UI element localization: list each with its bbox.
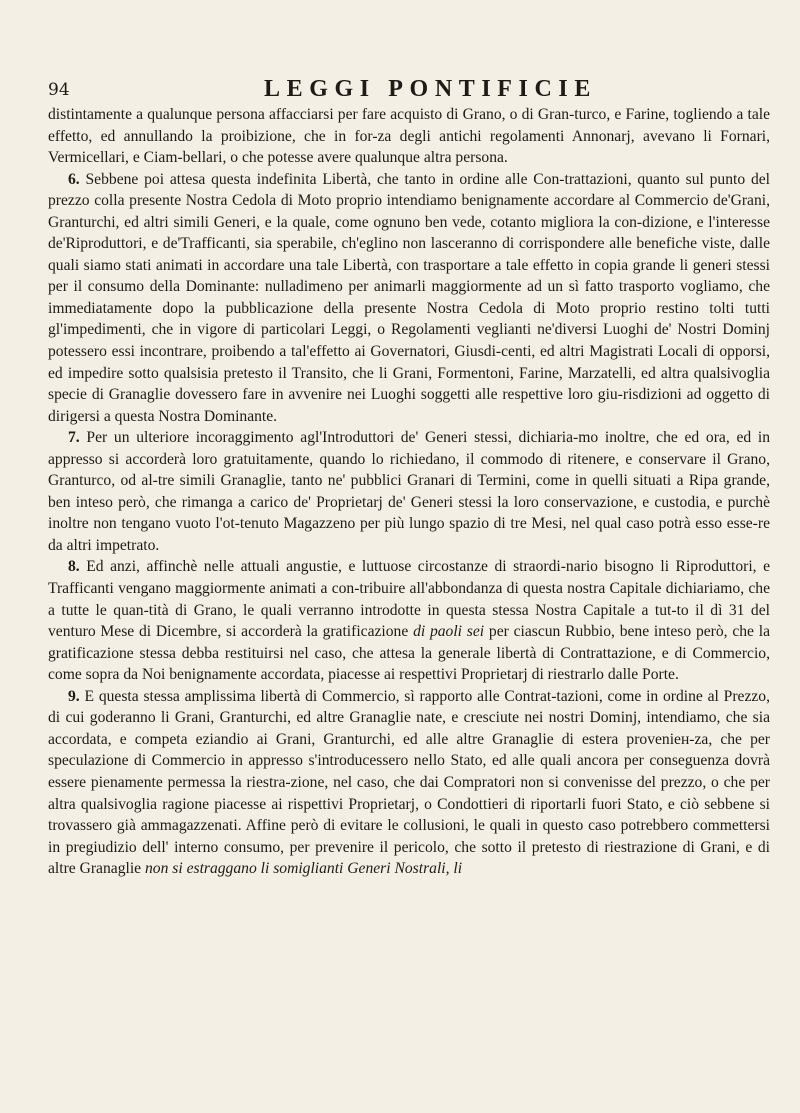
paragraph-7: [48, 427, 770, 556]
paragraph-text: Sebbene poi attesa questa indefinita Libertà, che tanto in ordine alle Con-trattazioni, quanto sul punto del prezzo colla presente Nostra Cedola di Moto proprio intendiamo benignamente accordare al Commercio de'Grani, Granturchi, ed altri simili Generi, e la quale, come ognuno ben vede, cotanto migliora la con-dizione, e l'interesse de'Riproduttori, e de'Trafficanti, sia sperabile, ch'eglino non lasceranno di corrispondere alle benefiche viste, dalle quali siamo stati animati in accordare una tale Libertà, con trasportare a tale effetto in copia grande li generi stessi per il consumo della Dominante: nulladimeno per animarli maggiormente ad un sì fatto trasporto vogliamo, che immediatamente dopo la pubblicazione della presente Nostra Cedola di Moto proprio restino tolti tutti gl'impedimenti, che in vigore di particolari Leggi, o Regolamenti veglianti ne'diversi Luoghi de' Nostri Dominj potessero essi incontrare, proibendo a tal'effetto ai Governatori, Giusdi-centi, ed altri Magistrati Locali di opporsi, ed impedire sotto qualsisia pretesto il Transito, che li Grani, Formentoni, Farine, Marzatelli, ed altra qualsivoglia specie di Granaglie dovessero fare in avvenire nei Luoghi soggetti alle respettive loro giu-risdizioni ad oggetto di dirigersi a questa Nostra Dominante.: [48, 170, 770, 425]
section-number: 6.: [68, 170, 80, 188]
running-title: LEGGI PONTIFICIE: [264, 76, 597, 102]
paragraph-text: E questa stessa amplissima libertà di Commercio, sì rapporto alle Contrat-tazioni, come in ordine al Prezzo, di cui goderanno li Grani, Granturchi, ed altre Granaglie nate, e cresciute nei nostri Dominj, intendiamo, che sia accordata, e competa eziandio ai Grani, Granturchi, ed alle altre Granaglie di estera proveniен-za, che per speculazione di Commercio in appresso s'introducessero nello Stato, ed alle quali ancora per conseguenza dovrà essere pienamente permessa la riestra-zione, nel caso, che dai Compratori non si convenisse del prezzo, o che per altra qualsivoglia ragione piacesse ai rispettivi Proprietarj, o Condottieri di riportarli fuori Stato, e ciò sebbene si trovassero già ammagazzenati. Affine però di evitare le collusioni, le quali in questo caso potrebbero commettersi in pregiudizio dell' interno consumo, per prevenire il pericolo, che sotto il pretesto di riestrazione di Grani, e di altre Granaglie: [48, 687, 770, 878]
paragraph-text: Per un ulteriore incoraggimento agl'Introduttori de' Generi stessi, dichiaria-mo inoltre, che ed ora, ed in appresso si accorderà loro gratuitamente, quando lo richiedano, il commodo di ritenere, e conservare il Grano, Granturco, od al-tre simili Granaglie, tanto ne' pubblici Granari di Termini, come in quelli situati a Ripa grande, ben inteso però, che rimanga a carico de' Proprietarj de' Generi stessi la loro conservazione, e custodia, e purchè inoltre non tengano vuoto l'ot-tenuto Magazzeno per più lungo spazio di tre Mesi, nel qual caso potrà esso esse-re da altri impetrato.: [48, 429, 770, 554]
paragraph-9: [48, 686, 770, 880]
paragraph-8: [48, 556, 770, 685]
page-number: 94: [48, 80, 70, 100]
italic-phrase: di paoli sei: [413, 623, 485, 641]
section-number: 9.: [68, 687, 80, 705]
italic-phrase: non si estraggano li somiglianti Generi Nostrali, li: [144, 860, 463, 878]
paragraph-text: Ed anzi, affinchè nelle attuali angustie, e luttuose circostanze di straordi-nario bisogno li Riproduttori, e Trafficanti vengano maggiormente animati a con-tribuire all'abbondanza di questa nostra Capitale dichiariamo, che a tutte le quan-tità di Grano, le quali verranno introdotte in questa stessa Nostra Capitale a tut-to il dì 31 del venturo Mese di Dicembre, si accorderà la gratificazione: [48, 558, 770, 641]
paragraph-text: distintamente a qualunque persona affacciarsi per fare acquisto di Grano, o di Gran-turco, e Farine, togliendo a tale effetto, ed annullando la proibizione, che in for-za degli antichi regolamenti Annonarj, avevano li Fornari, Vermicellari, e Ciam-bellari, o che potesse avere qualunque altra persona.: [48, 106, 770, 167]
paragraph-text-after: per ciascun Rubbio, bene inteso però, che la gratificazione stessa debba restituirsi nel caso, che attesa la generale libertà di Contrattazione, e di Commercio, come sopra da Noi benignamente accordata, piacesse ai respettivi Proprietarj di riestrarlo dalle Porte.: [48, 623, 770, 684]
section-number: 8.: [68, 558, 80, 576]
paragraph-6: [48, 169, 770, 428]
section-number: 7.: [68, 429, 80, 447]
document-body: [48, 104, 770, 880]
paragraph-continuation: [48, 104, 770, 169]
